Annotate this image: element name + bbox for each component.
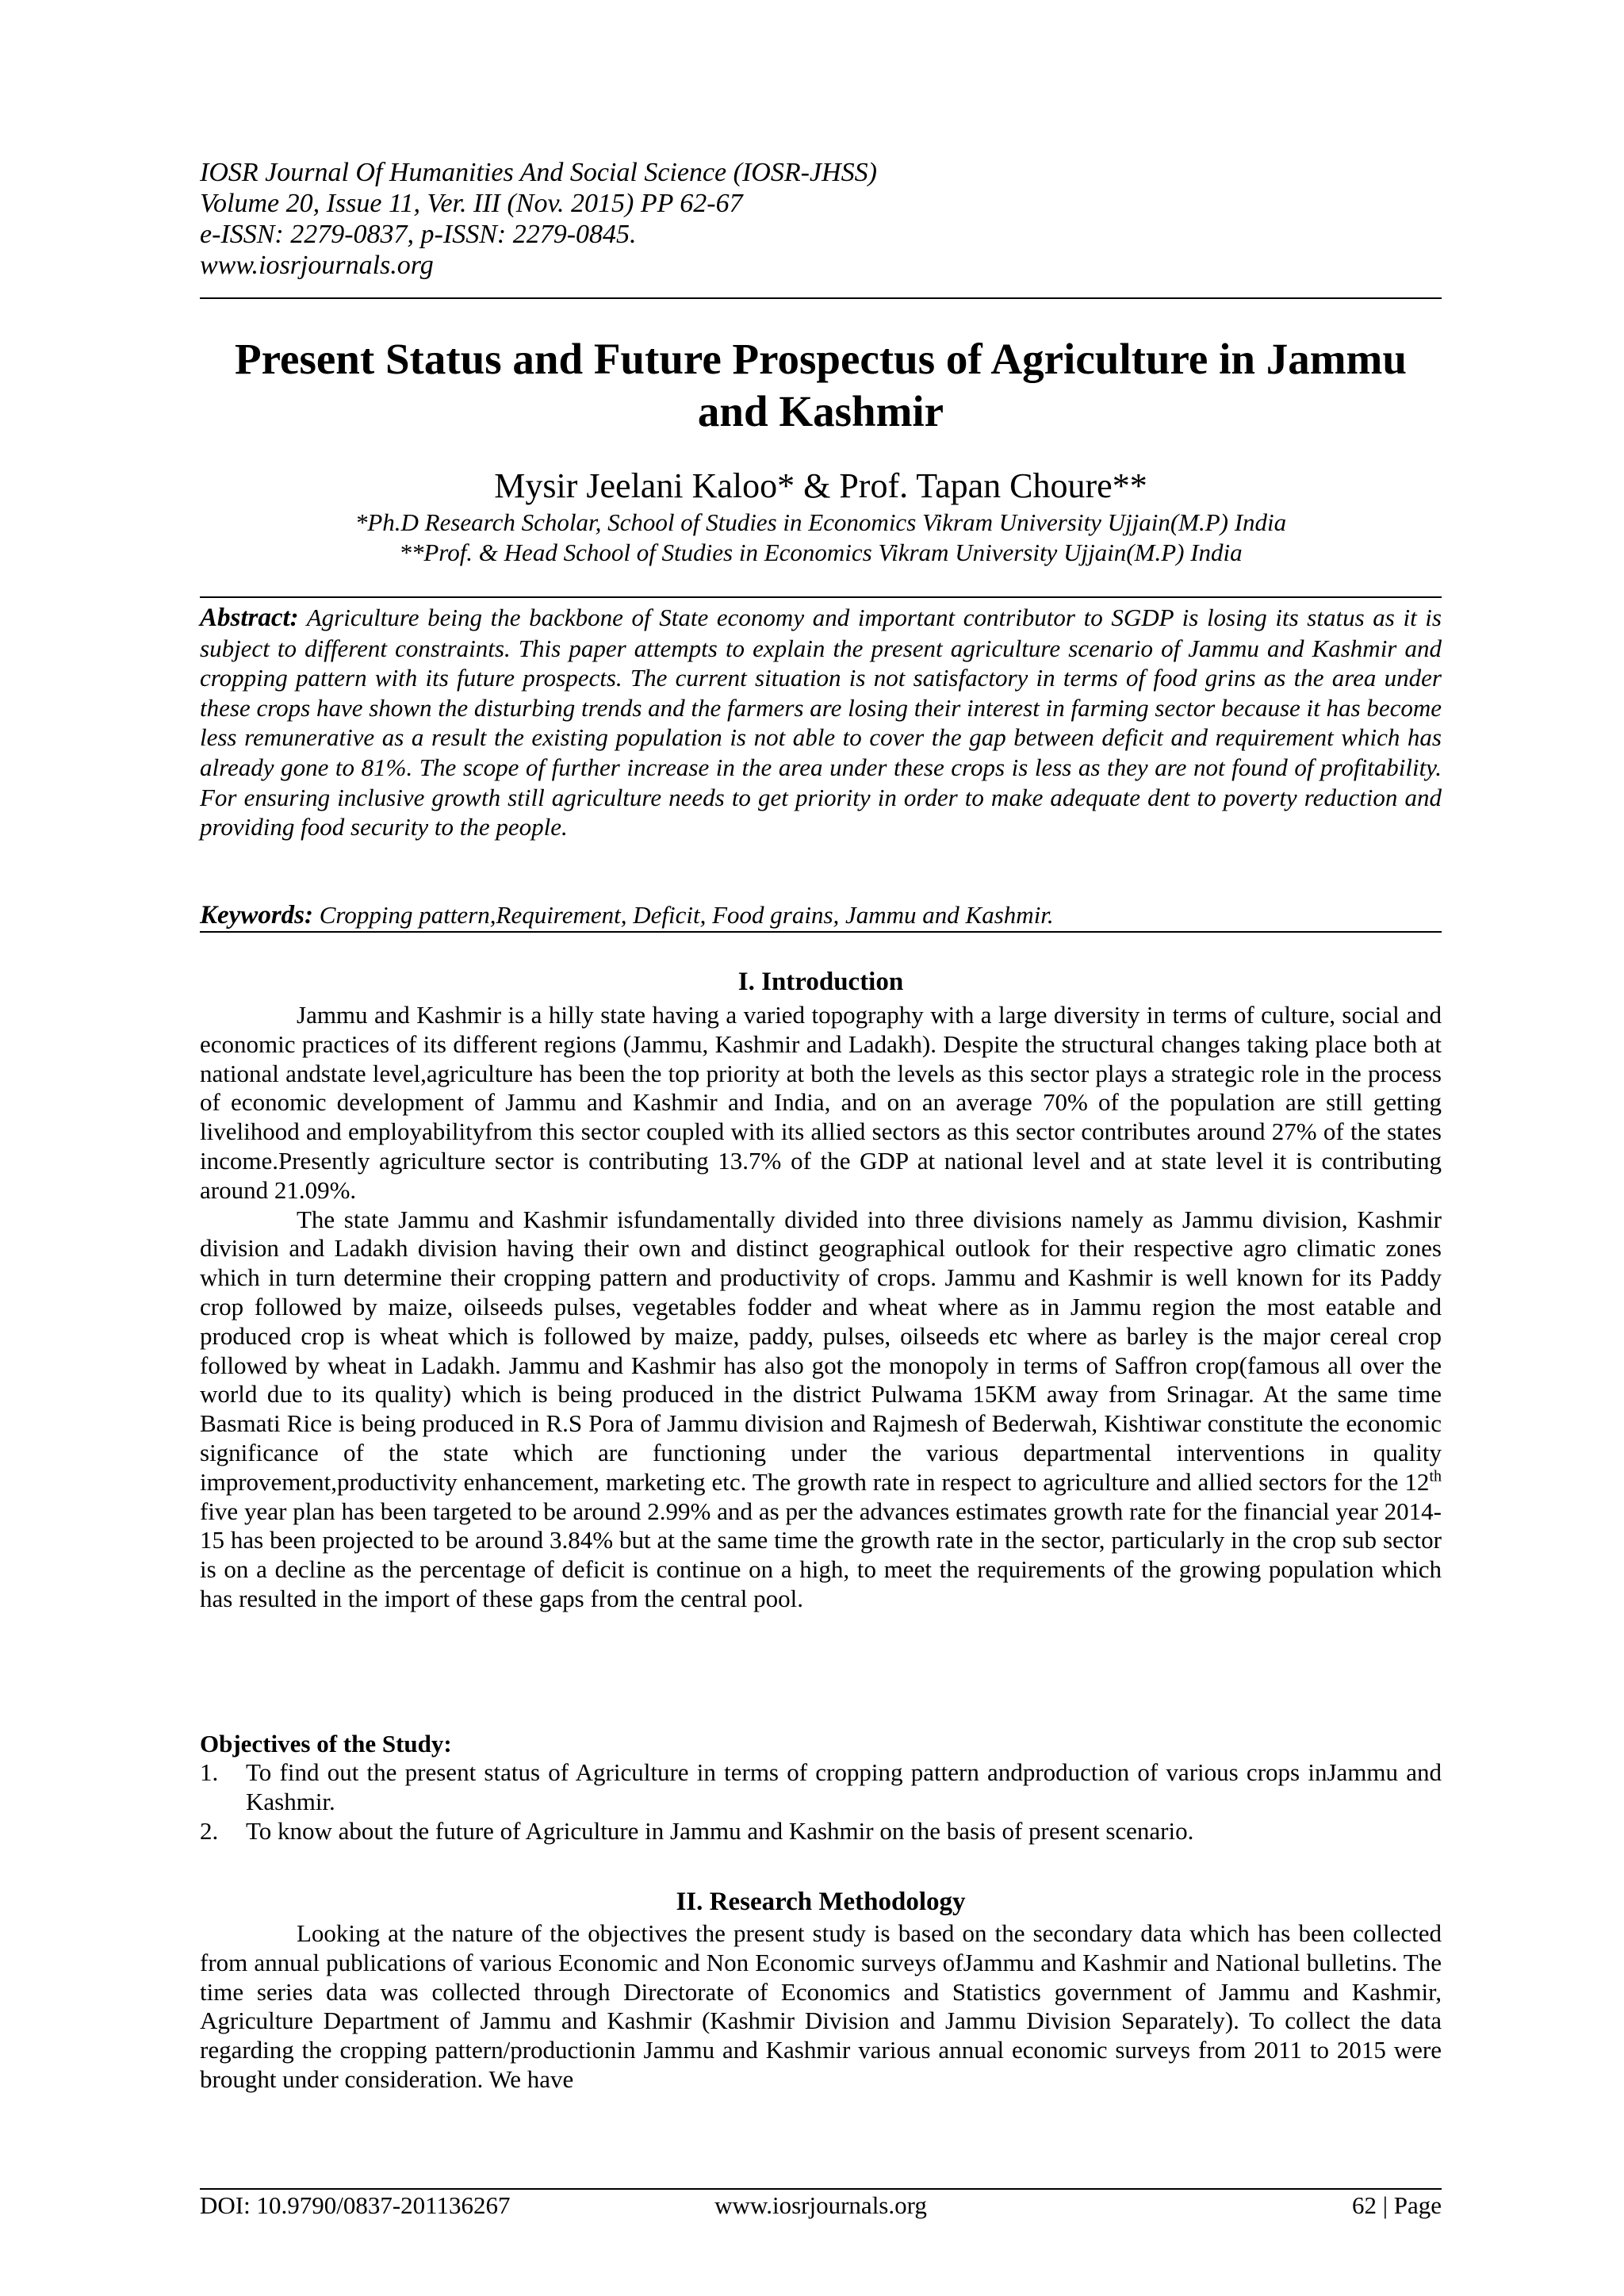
paper-title [200, 333, 1442, 438]
abstract-text: Agriculture being the backbone of State economy and important contributor to SGDP is losing its status as it is subject to different constraints. This paper attempts to explain the present agriculture scenario of Jammu and Kashmir and cropping pattern with its future prospects. The current situation is not satisfactory in terms of food grins as the area under these crops have shown the disturbing trends and the farmers are losing their interest in farming sector because it has become less remunerative as a result the existing population is not able to cover the gap between deficit and requirement which has already gone to 81%. The scope of further increase in the area under these crops is less as they are not found of profitability. For ensuring inclusive growth still agriculture needs to get priority in order to make adequate dent to poverty reduction and providing food security to the people. [200, 604, 1442, 841]
section-heading-research-methodology: II. Research Methodology [676, 1888, 966, 1916]
objectives-heading: Objectives of the Study: [200, 1730, 452, 1757]
footer-page-number: 62 | Page [1352, 2191, 1442, 2219]
superscript-th: th [1429, 1467, 1442, 1485]
section-heading-introduction: I. Introduction [737, 968, 904, 996]
list-item-text: To know about the future of Agriculture in Jammu and Kashmir on the basis of present scenario. [246, 1817, 1194, 1845]
journal-issn: e-ISSN: 2279-0837, p-ISSN: 2279-0845. [200, 220, 637, 249]
abstract-bottom-rule [200, 931, 1442, 933]
abstract-top-rule [200, 596, 1442, 598]
abstract-label: Abstract: [200, 604, 299, 632]
list-item-text: To find out the present status of Agriculture in terms of cropping pattern andproduction of various crops inJammu and Kashmir. [246, 1758, 1442, 1815]
list-item [200, 1816, 1442, 1846]
keywords [200, 900, 1442, 930]
authors: Mysir Jeelani Kaloo* & Prof. Tapan Choure** [494, 466, 1147, 505]
introduction-paragraph-2 [200, 1205, 1442, 1614]
list-item-number: 1. [200, 1758, 219, 1786]
abstract [200, 603, 1442, 842]
journal-website: www.iosrjournals.org [200, 251, 434, 280]
journal-volume: Volume 20, Issue 11, Ver. III (Nov. 2015) PP 62-67 [200, 189, 743, 218]
journal-name: IOSR Journal Of Humanities And Social Science (IOSR-JHSS) [200, 158, 877, 187]
introduction-paragraph-1: Jammu and Kashmir is a hilly state having a varied topography with a large diversity in terms of culture, social and economic practices of its different regions (Jammu, Kashmir and Ladakh). Despite the structural changes taking place both at national andstate level,agriculture has been the top priority at both the levels as this sector plays a strategic role in the process of economic development of Jammu and Kashmir and India, and on an average 70% of the population are still getting livelihood and employabilityfrom this sector coupled with its allied sectors as this sector contributes around 27% of the states income.Presently agriculture sector is contributing 13.7% of the GDP at national level and at state level it is contributing around 21.09%. [200, 1001, 1442, 1204]
objectives-list [200, 1757, 1442, 1846]
keywords-label: Keywords: [200, 901, 313, 930]
footer-doi: DOI: 10.9790/0837-201136267 [200, 2191, 511, 2219]
introduction-paragraph-2-part-b: five year plan has been targeted to be around 2.99% and as per the advances estimates growth rate for the financial year 2014-15 has been projected to be around 3.84% but at the same time the growth rate in the sector, particularly in the crop sub sector is on a decline as the percentage of deficit is continue on a high, to meet the requirements of the growing population which has resulted in the import of these gaps from the central pool. [200, 1497, 1442, 1612]
affiliation-2: **Prof. & Head School of Studies in Economics Vikram University Ujjain(M.P) India [399, 539, 1243, 566]
introduction-body [200, 1001, 1442, 1614]
journal-header [200, 157, 1442, 281]
introduction-paragraph-2-part-a: The state Jammu and Kashmir isfundamentally divided into three divisions namely as Jammu division, Kashmir division and Ladakh division having their own and distinct geographical outlook for their respective agro climatic zones which in turn determine their cropping pattern and productivity of crops. Jammu and Kashmir is well known for its Paddy crop followed by maize, oilseeds pulses, vegetables fodder and wheat where as in Jammu region the most eatable and produced crop is wheat which is followed by maize, paddy, pulses, oilseeds etc where as barley is the major cereal crop followed by wheat in Ladakh. Jammu and Kashmir has also got the monopoly in terms of Saffron crop(famous all over the world due to its quality) which is being produced in the district Pulwama 15KM away from Srinagar. At the same time Basmati Rice is being produced in R.S Pora of Jammu division and Rajmesh of Bederwah, Kishtiwar constitute the economic significance of the state which are functioning under the various departmental interventions in quality improvement,productivity enhancement, marketing etc. The growth rate in respect to agriculture and allied sectors for the 12 [200, 1205, 1442, 1496]
footer-rule [200, 2188, 1442, 2190]
header-rule [200, 297, 1442, 299]
list-item [200, 1757, 1442, 1816]
methodology-paragraph-1: Looking at the nature of the objectives the present study is based on the secondary data which has been collected from annual publications of various Economic and Non Economic surveys ofJammu and Kashmir and National bulletins. The time series data was collected through Directorate of Economics and Statistics government of Jammu and Kashmir, Agriculture Department of Jammu and Kashmir (Kashmir Division and Jammu Division Separately). To collect the data regarding the cropping pattern/productionin Jammu and Kashmir various annual economic surveys from 2011 to 2015 were brought under consideration. We have [200, 1919, 1442, 2093]
title-line-1: Present Status and Future Prospectus of Agriculture in Jammu [235, 335, 1407, 383]
affiliation-1: *Ph.D Research Scholar, School of Studies in Economics Vikram University Ujjain(M.P) India [354, 508, 1287, 536]
keywords-text: Cropping pattern,Requirement, Deficit, Food grains, Jammu and Kashmir. [319, 901, 1054, 929]
methodology-body [200, 1919, 1442, 2095]
title-line-2: and Kashmir [697, 387, 944, 435]
list-item-number: 2. [200, 1817, 219, 1845]
footer-website: www.iosrjournals.org [714, 2191, 927, 2219]
